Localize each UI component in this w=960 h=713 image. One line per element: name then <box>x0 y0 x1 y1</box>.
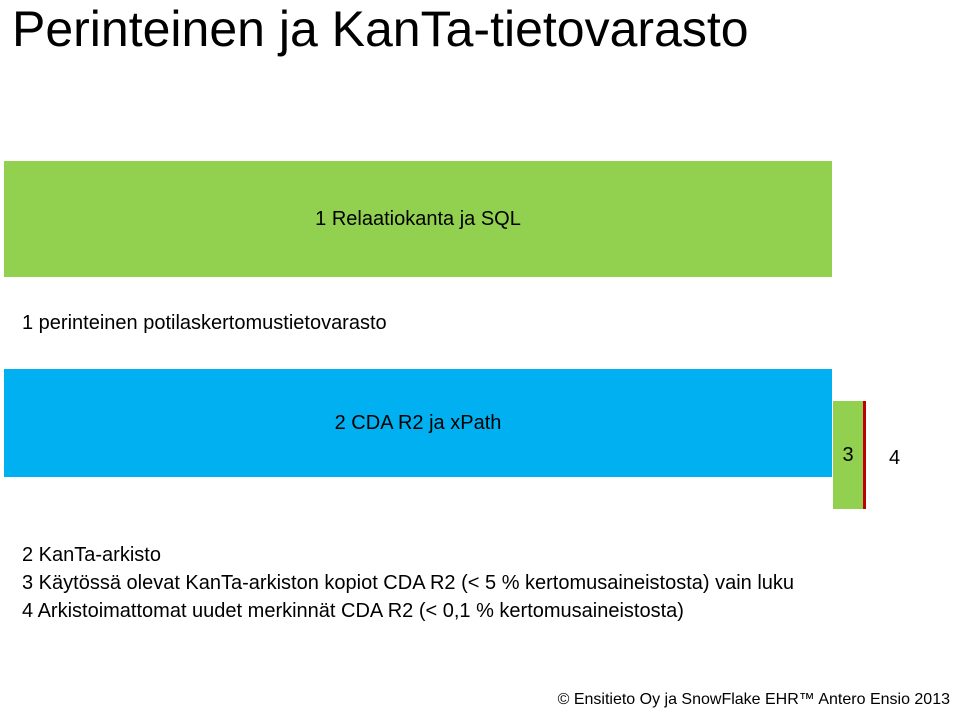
relational-sql-bar <box>4 161 832 277</box>
kanta-copies-bar <box>833 401 863 509</box>
relational-sql-label: 1 Relaatiokanta ja SQL <box>315 207 521 230</box>
kanta-copies-label: 3 <box>842 444 854 466</box>
cda-xpath-label: 2 CDA R2 ja xPath <box>334 411 502 434</box>
slide-title: Perinteinen ja KanTa-tietovarasto <box>12 1 749 57</box>
caption-traditional-store: 1 perinteinen potilaskertomustietovarasto <box>22 312 387 334</box>
cda-xpath-bar <box>4 369 832 477</box>
caption-kanta-copies: 3 Käytössä olevat KanTa-arkiston kopiot CDA R2 (< 5 % kertomusaineistosta) vain luku <box>22 572 795 594</box>
copyright-footer: © Ensitieto Oy ja SnowFlake EHR™ Antero Ensio 2013 <box>557 691 950 708</box>
caption-unarchived-entries: 4 Arkistoimattomat uudet merkinnät CDA R2 (< 0,1 % kertomusaineistosta) <box>22 600 684 622</box>
unarchived-entries-label: 4 <box>889 447 901 469</box>
caption-kanta-archive: 2 KanTa-arkisto <box>22 544 161 566</box>
unarchived-entries-bar <box>863 401 866 509</box>
